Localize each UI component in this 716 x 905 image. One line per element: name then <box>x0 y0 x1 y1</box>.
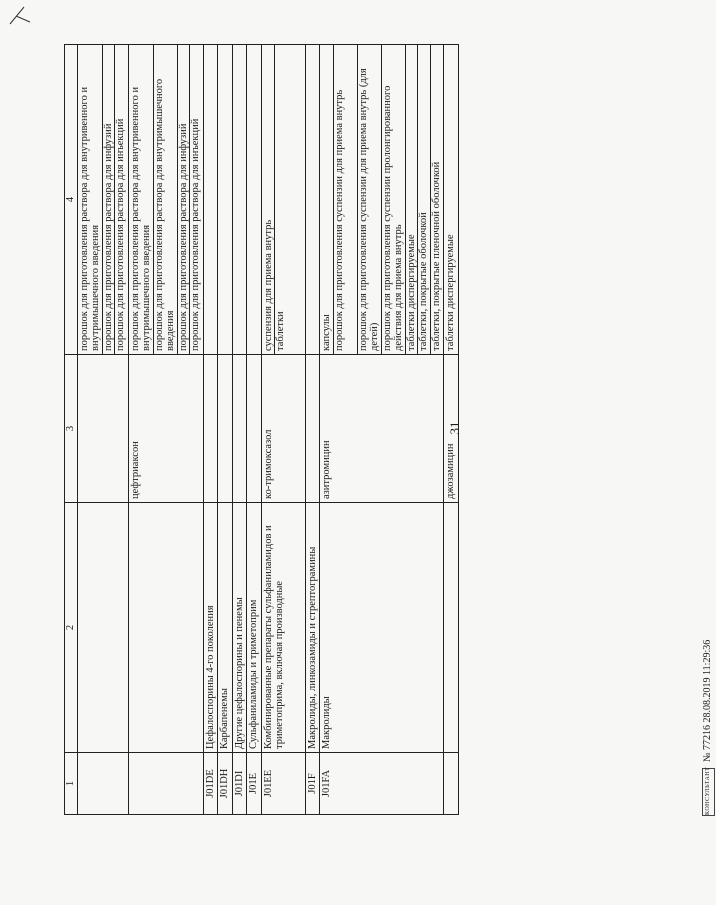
document-stamp <box>700 526 716 816</box>
header-col-3: 3 <box>65 355 78 503</box>
form-item: капсулы <box>321 314 332 351</box>
medication-table <box>64 44 459 815</box>
group-cell: Цефалоспорины 4-го поколения <box>203 503 218 753</box>
header-col-1: 1 <box>65 753 78 815</box>
drug-cell <box>305 355 320 503</box>
atc-code-cell: J01F <box>305 753 320 815</box>
form-item: порошок для приготовления раствора для внутримышечного введения <box>153 45 177 354</box>
drug-cell <box>77 355 128 503</box>
forms-cell <box>128 45 203 355</box>
drug-cell: цефтриаксон <box>128 355 203 503</box>
header-row <box>65 45 78 815</box>
forms-cell <box>320 45 444 355</box>
table-row <box>232 45 247 815</box>
form-item: порошок для приготовления суспензии для приема внутрь <box>333 45 357 354</box>
drug-cell: джозамицин <box>444 355 459 503</box>
atc-code-cell <box>128 753 203 815</box>
forms-cell <box>232 45 247 355</box>
atc-code-cell <box>77 753 128 815</box>
group-cell: Другие цефалоспорины и пенемы <box>232 503 247 753</box>
table-row <box>247 45 262 815</box>
form-item: таблетки диспергируемые <box>445 234 456 351</box>
corner-mark-icon <box>6 4 46 28</box>
group-cell: Комбинированные препараты сульфаниламидов и триметоприма, включая производные <box>261 503 305 753</box>
form-item: таблетки, покрытые пленочной оболочкой <box>430 45 443 354</box>
group-cell: Сульфаниламиды и триметоприм <box>247 503 262 753</box>
forms-cell <box>261 45 305 355</box>
forms-cell <box>218 45 233 355</box>
drug-cell <box>232 355 247 503</box>
form-item: суспензия для приема внутрь <box>262 219 274 351</box>
atc-code-cell: J01FA <box>320 753 444 815</box>
table-row <box>77 45 128 815</box>
forms-cell <box>444 45 459 355</box>
atc-code-cell: J01DE <box>203 753 218 815</box>
form-item: порошок для приготовления суспензии для приема внутрь (для детей) <box>357 45 381 354</box>
drug-cell <box>247 355 262 503</box>
drug-cell <box>203 355 218 503</box>
table-row <box>128 45 203 815</box>
form-item: таблетки, покрытые оболочкой <box>417 45 430 354</box>
atc-code-cell: J01DH <box>218 753 233 815</box>
stamp-text: № 77216 28.08.2019 11:29:36 <box>702 639 713 762</box>
page-number: 31 <box>447 421 462 435</box>
group-cell: Карбапенемы <box>218 503 233 753</box>
group-cell <box>444 503 459 753</box>
form-item: порошок для приготовления раствора для инфузий <box>102 45 115 354</box>
atc-code-cell: J01DI <box>232 753 247 815</box>
table-row <box>444 45 459 815</box>
forms-cell <box>203 45 218 355</box>
group-cell <box>77 503 128 753</box>
form-item: таблетки диспергируемые <box>405 45 418 354</box>
atc-code-cell: J01E <box>247 753 262 815</box>
drug-cell <box>218 355 233 503</box>
drug-cell: ко-тримоксазол <box>261 355 305 503</box>
header-col-4: 4 <box>65 45 78 355</box>
table-row <box>218 45 233 815</box>
forms-cell <box>247 45 262 355</box>
rotated-table-wrapper <box>64 45 576 815</box>
group-cell: Макролиды <box>320 503 444 753</box>
atc-code-cell: J01EE <box>261 753 305 815</box>
table-row <box>261 45 305 815</box>
atc-code-cell <box>444 753 459 815</box>
drug-cell: азитромицин <box>320 355 444 503</box>
form-item: порошок для приготовления раствора для инфузий <box>177 45 190 354</box>
group-cell: Макролиды, линкозамиды и стрептограмины <box>305 503 320 753</box>
stamp-logo: КОНСУЛЬТАНТ <box>702 768 715 816</box>
forms-cell <box>77 45 128 355</box>
forms-cell <box>305 45 320 355</box>
form-item: порошок для приготовления раствора для внутривенного и внутримышечного введения <box>129 86 152 351</box>
table-row <box>203 45 218 815</box>
header-col-2: 2 <box>65 503 78 753</box>
group-cell <box>128 503 203 753</box>
form-item: порошок для приготовления раствора для внутривенного и внутримышечного введения <box>78 86 101 351</box>
table-container <box>64 45 576 815</box>
table-row <box>320 45 444 815</box>
form-item: порошок для приготовления раствора для инъекций <box>189 45 202 354</box>
form-item: таблетки <box>274 45 287 354</box>
form-item: порошок для приготовления суспензии пролонгированного действия для приема внутрь <box>381 45 405 354</box>
table-row <box>305 45 320 815</box>
form-item: порошок для приготовления раствора для инъекций <box>114 45 127 354</box>
